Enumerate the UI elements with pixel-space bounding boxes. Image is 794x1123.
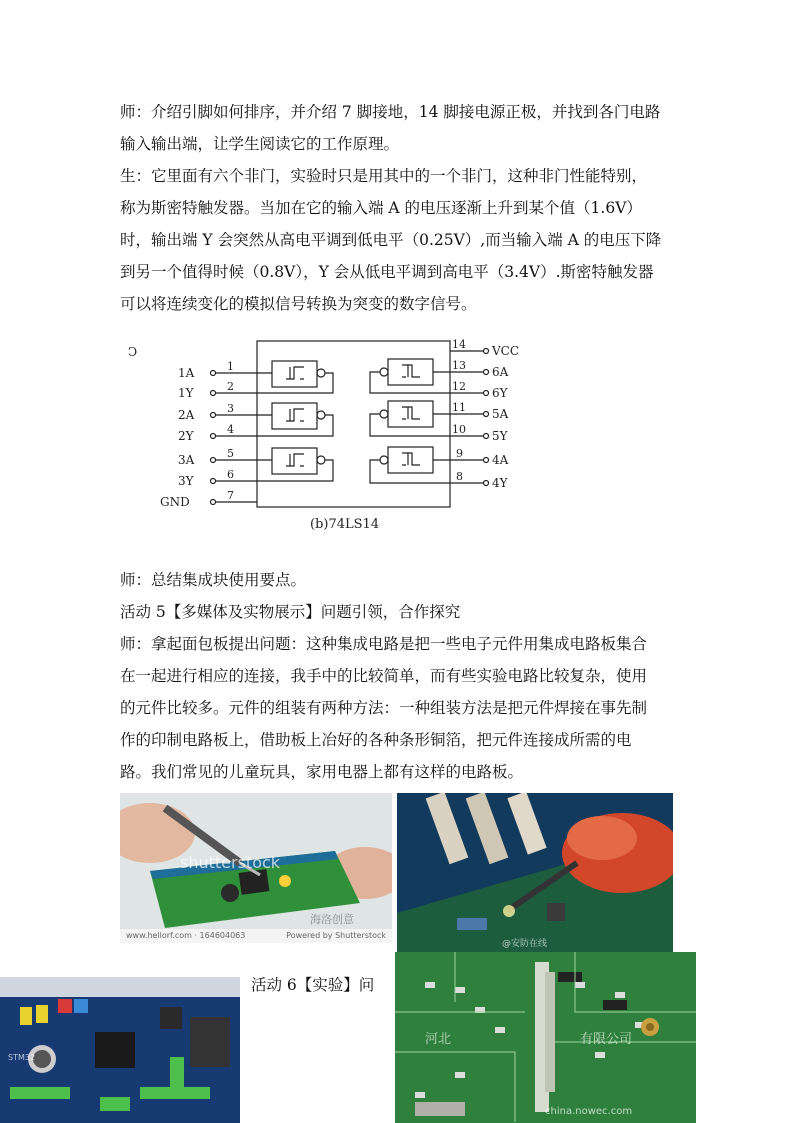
paragraph-line: 路。我们常见的儿童玩具，家用电器上都有这样的电路板。 <box>120 763 524 781</box>
pin-number: 3 <box>227 402 234 415</box>
pin-number: 8 <box>456 470 463 483</box>
pin-number: 10 <box>452 423 466 436</box>
photo-pcb-closeup <box>395 952 696 1123</box>
paragraph-line: 生：它里面有六个非门，实验时只是用其中的一个非门，这种非门性能特别， <box>120 167 648 185</box>
photo-dev-board <box>0 977 240 1123</box>
corner-mark: Ↄ <box>128 345 138 359</box>
ic-pinout-diagram <box>120 335 540 540</box>
watermark: 有限公司 <box>580 1032 633 1047</box>
pin-label: 1A <box>178 366 195 380</box>
watermark: @安防在线 <box>502 939 548 949</box>
pin-label: 3Y <box>178 474 194 488</box>
paragraph-line: 师：介绍引脚如何排序，并介绍 7 脚接地，14 脚接电源正极，并找到各门电路 <box>120 103 661 121</box>
pin-number: 1 <box>227 360 234 373</box>
pin-label: 4A <box>492 453 509 467</box>
photo-credit: www.hellorf.com · 164604063 Powered by Shutterstock <box>120 929 392 943</box>
pin-number: 4 <box>227 423 234 436</box>
diagram-caption: (b)74LS14 <box>310 517 380 532</box>
paragraph-line: 在一起进行相应的连接，我手中的比较简单，而有些实验电路比较复杂，使用 <box>120 667 648 685</box>
pin-number: 2 <box>227 380 234 393</box>
watermark: china.nowec.com <box>545 1106 633 1117</box>
paragraph-line: 作的印制电路板上，借助板上冶好的各种条形铜箔，把元件连接成所需的电 <box>120 731 632 749</box>
paragraph-line: 称为斯密特触发器。当加在它的输入端 A 的电压逐渐上升到某个值（1.6V） <box>120 199 642 217</box>
pin-number: 9 <box>456 447 463 460</box>
gate-5 <box>388 401 433 427</box>
watermark: shutterstock <box>180 853 281 872</box>
pin-number: 14 <box>452 338 466 351</box>
pin-label: 1Y <box>178 386 194 400</box>
pin-label: 6Y <box>492 386 508 400</box>
watermark: 海洛创意 <box>310 913 354 926</box>
pin-number: 11 <box>452 401 466 414</box>
pin-label: 4Y <box>492 476 508 490</box>
paragraph-line: 师：拿起面包板提出问题：这种集成电路是把一些电子元件用集成电路板集合 <box>120 635 648 653</box>
pin-label: 2A <box>178 408 195 422</box>
pin-number: 12 <box>452 380 466 393</box>
pin-number: 7 <box>227 489 234 502</box>
paragraph-line: 输入输出端，让学生阅读它的工作原理。 <box>120 135 400 153</box>
ic-body <box>257 341 450 507</box>
activity-heading: 活动 6【实验】问 <box>251 976 375 994</box>
pin-label: 5A <box>492 407 509 421</box>
pin-number: 13 <box>452 359 466 372</box>
gate-4 <box>388 447 433 473</box>
paragraph-line: 师：总结集成块使用要点。 <box>120 571 307 589</box>
paragraph-line: 的元件比较多。元件的组装有两种方法：一种组装方法是把元件焊接在事先制 <box>120 699 648 717</box>
pin-number: 6 <box>227 468 234 481</box>
pin-label: 3A <box>178 453 195 467</box>
pin-label: 5Y <box>492 429 508 443</box>
paragraph-line: 时，输出端 Y 会突然从高电平调到低电平（0.25V）,而当输入端 A 的电压下降 <box>120 231 662 249</box>
pin-number: 5 <box>227 447 234 460</box>
watermark: 河北 <box>425 1032 452 1047</box>
pin-label: 2Y <box>178 429 194 443</box>
board-label: STM32 <box>8 1053 36 1062</box>
pin-label: VCC <box>492 344 520 358</box>
pin-label: 6A <box>492 365 509 379</box>
pin-label: GND <box>160 495 190 509</box>
photo-soldering-board <box>120 793 392 943</box>
photo-motherboard-soldering <box>397 793 673 953</box>
paragraph-line: 到另一个值得时候（0.8V），Y 会从低电平调到高电平（3.4V）.斯密特触发器 <box>120 263 654 281</box>
gate-6 <box>388 359 433 385</box>
paragraph-line: 可以将连续变化的模拟信号转换为突变的数字信号。 <box>120 295 477 313</box>
activity-heading: 活动 5【多媒体及实物展示】问题引领，合作探究 <box>120 603 461 621</box>
